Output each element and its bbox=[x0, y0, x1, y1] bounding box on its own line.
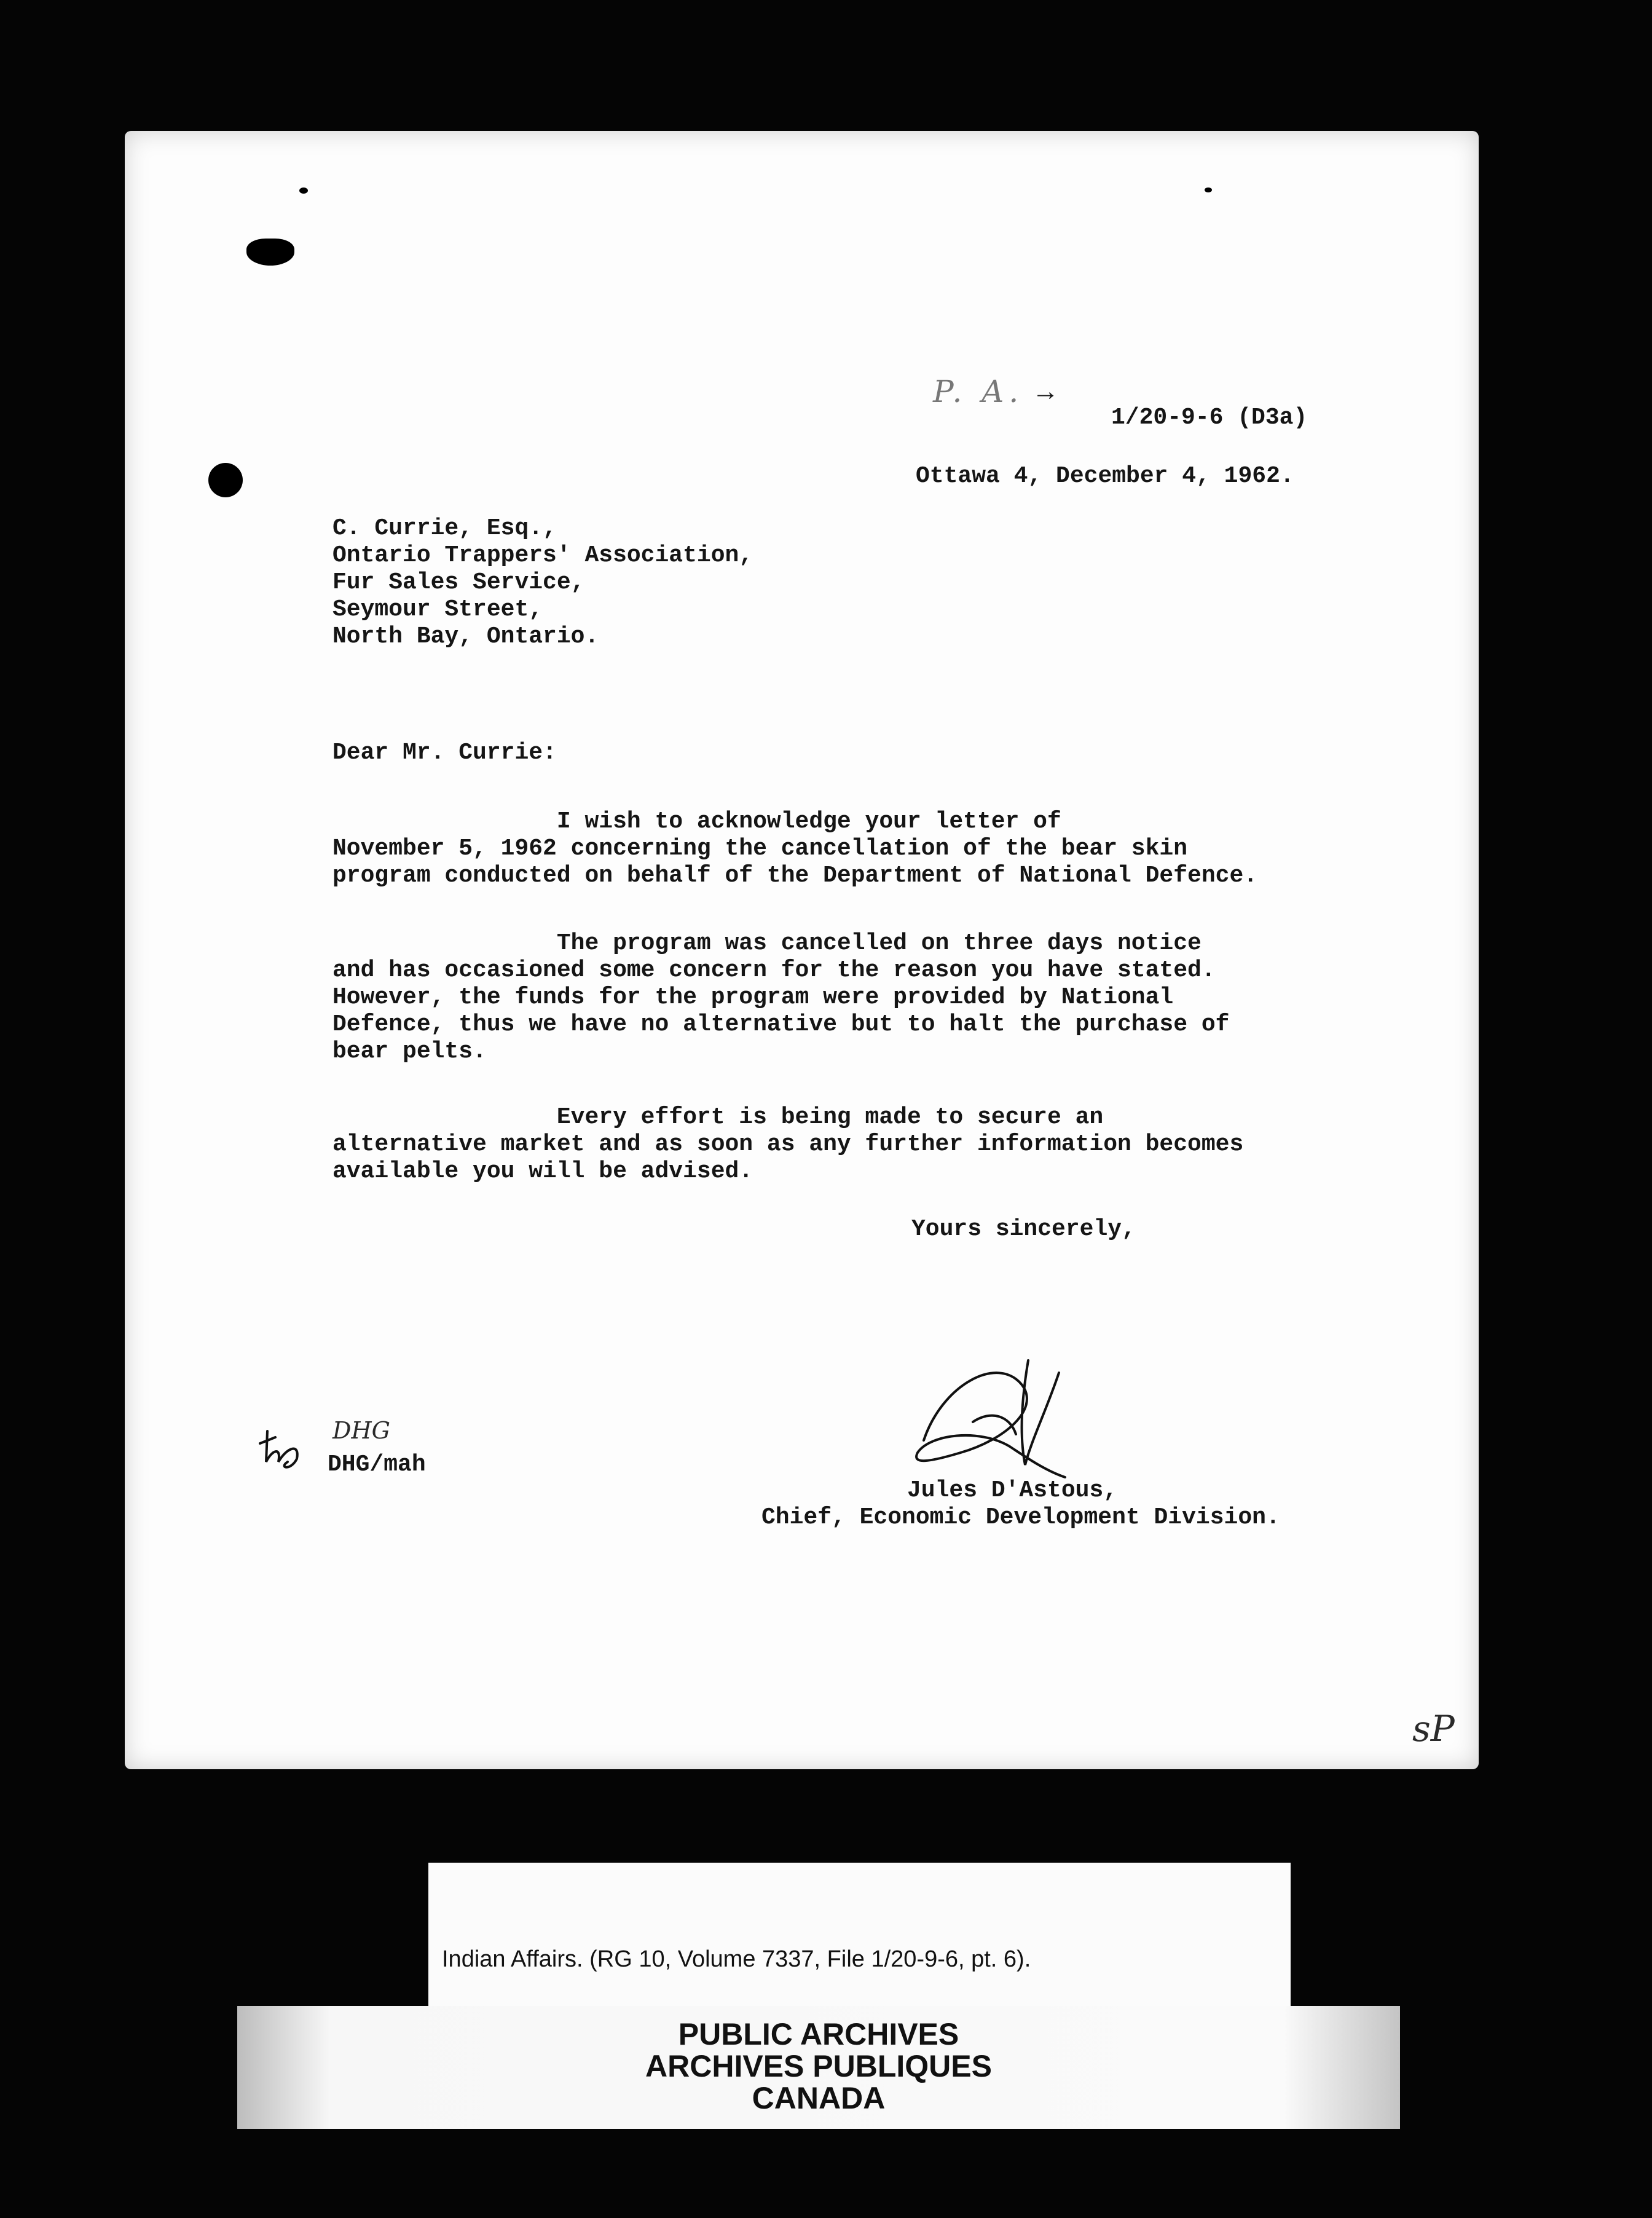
paragraph-line: The program was cancelled on three days notice bbox=[332, 930, 1202, 957]
margin-note: sP bbox=[1412, 1708, 1455, 1750]
body-paragraph bbox=[332, 930, 1229, 1065]
handwritten-initials: DHG bbox=[332, 1417, 390, 1444]
addressee-street: Seymour Street, bbox=[332, 596, 543, 623]
signer-name: Jules D'Astous, bbox=[907, 1477, 1118, 1504]
dateline: Ottawa 4, December 4, 1962. bbox=[916, 463, 1294, 489]
addressee-organization: Ontario Trappers' Association, bbox=[332, 542, 753, 569]
archive-line-1: PUBLIC ARCHIVES bbox=[678, 2017, 959, 2051]
typed-initials: DHG/mah bbox=[328, 1451, 426, 1478]
addressee-name: C. Currie, Esq., bbox=[332, 515, 557, 542]
body-paragraph bbox=[332, 808, 1257, 890]
paragraph-line: available you will be advised. bbox=[332, 1158, 753, 1185]
paragraph-line: and has occasioned some concern for the reason you have stated. bbox=[332, 957, 1216, 984]
paragraph-line: program conducted on behalf of the Department of National Defence. bbox=[332, 862, 1258, 889]
paragraph-line: bear pelts. bbox=[332, 1038, 487, 1065]
paper-speck bbox=[299, 187, 308, 194]
reference-arrow: → bbox=[1037, 378, 1054, 409]
public-archives-label bbox=[237, 2006, 1400, 2129]
paragraph-line: alternative market and as soon as any further information becomes bbox=[332, 1131, 1244, 1158]
file-number: 1/20-9-6 (D3a) bbox=[1111, 405, 1308, 431]
reference-stamp: P. A. bbox=[933, 374, 1024, 409]
paragraph-line: Every effort is being made to secure an bbox=[332, 1104, 1104, 1131]
archive-line-3: CANADA bbox=[752, 2081, 886, 2115]
paper-stain bbox=[246, 239, 294, 266]
letter-page bbox=[125, 131, 1479, 1769]
addressee-service: Fur Sales Service, bbox=[332, 569, 585, 596]
closing: Yours sincerely, bbox=[911, 1216, 1136, 1242]
punch-hole bbox=[208, 463, 243, 497]
salutation: Dear Mr. Currie: bbox=[332, 740, 557, 766]
paper-speck bbox=[1205, 187, 1212, 192]
paragraph-line: November 5, 1962 concerning the cancellation of the bear skin bbox=[332, 835, 1188, 862]
paragraph-line: I wish to acknowledge your letter of bbox=[332, 808, 1061, 835]
addressee-city: North Bay, Ontario. bbox=[332, 623, 599, 650]
archive-citation: Indian Affairs. (RG 10, Volume 7337, File 1/20-9-6, pt. 6). bbox=[442, 1946, 1031, 1972]
archive-line-2: ARCHIVES PUBLIQUES bbox=[645, 2049, 992, 2083]
archive-citation-label bbox=[428, 1863, 1291, 2023]
paragraph-line: Defence, thus we have no alternative but to halt the purchase of bbox=[332, 1011, 1230, 1038]
signer-title: Chief, Economic Development Division. bbox=[761, 1504, 1280, 1531]
handwritten-initials-mark bbox=[254, 1419, 309, 1480]
body-paragraph bbox=[332, 1104, 1243, 1185]
signature bbox=[905, 1348, 1090, 1496]
paragraph-line: However, the funds for the program were provided by National bbox=[332, 984, 1174, 1011]
